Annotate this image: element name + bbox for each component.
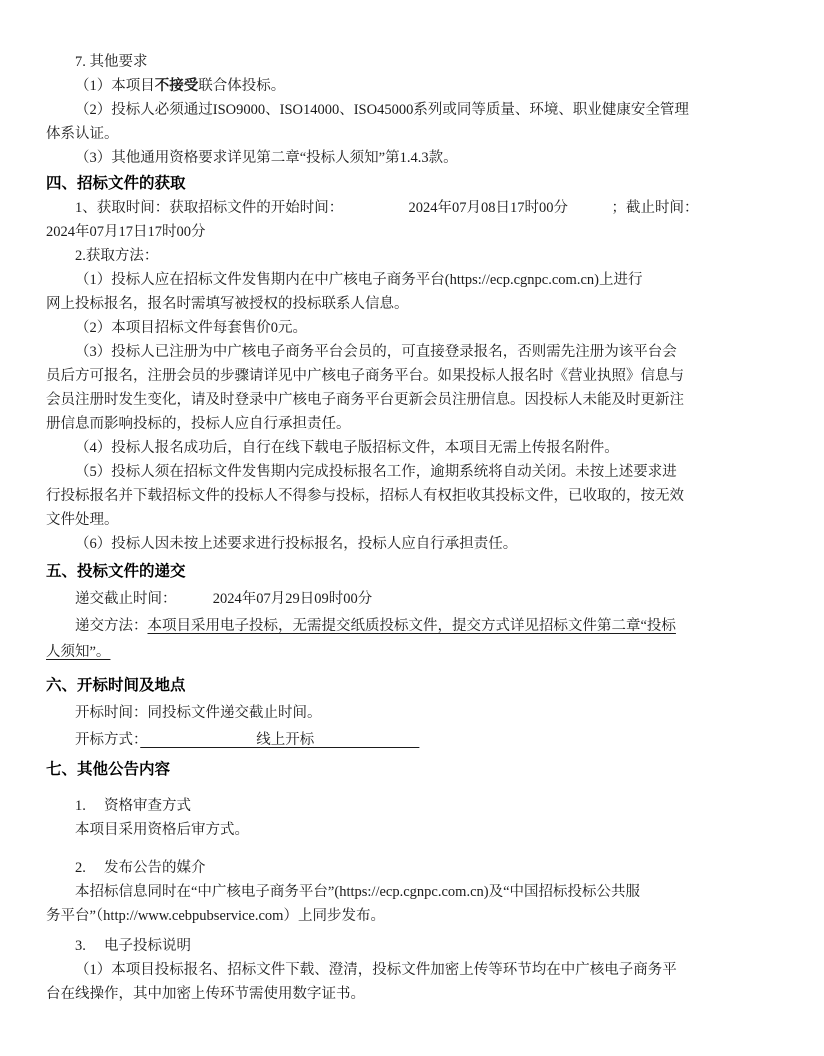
section-heading [46, 172, 784, 196]
text-line [46, 904, 784, 928]
text-line [46, 640, 784, 664]
text-line [46, 122, 784, 146]
text-line [46, 614, 784, 638]
text-run: 联合体投标。 [198, 78, 286, 94]
text-line [46, 587, 784, 611]
text-line [46, 934, 784, 958]
text-run: （1）投标人应在招标文件发售期内在中广核电子商务平台(https://ecp.cgnpc.com.cn)上进行 [75, 272, 643, 288]
text-line [46, 292, 784, 316]
text-run: 2. 发布公告的媒介 [75, 860, 206, 876]
bold-text-run: 不接受 [154, 78, 199, 94]
text-line [46, 436, 784, 460]
text-run: （1）本项目投标报名、招标文件下载、澄清，投标文件加密上传等环节均在中广核电子商务平 [75, 962, 677, 978]
text-run: 1. 资格审查方式 [75, 798, 191, 814]
text-line [46, 982, 784, 1006]
text-run: 体系认证。 [46, 126, 119, 142]
underlined-text-run: 人须知”。 [46, 644, 111, 660]
text-run: 1、获取时间：获取招标文件的开始时间： 2024年07月08日17时00分 ；截止时间： [75, 200, 699, 216]
text-line [46, 532, 784, 556]
text-line [46, 316, 784, 340]
text-run: 四、招标文件的获取 [46, 175, 186, 192]
text-run: 递交方法： [75, 618, 148, 634]
text-line [46, 412, 784, 436]
text-run: 六、开标时间及地点 [46, 677, 186, 694]
text-line [46, 244, 784, 268]
text-line [46, 340, 784, 364]
text-line [46, 818, 784, 842]
text-run: （6）投标人因未按上述要求进行投标报名，投标人应自行承担责任。 [75, 536, 518, 552]
document-content [46, 50, 784, 1006]
text-line [46, 484, 784, 508]
text-run: （2）本项目招标文件每套售价0元。 [75, 320, 307, 336]
text-run: 本招标信息同时在“中广核电子商务平台”(https://ecp.cgnpc.com.cn)及“中国招标投标公共服 [75, 884, 641, 900]
text-line [46, 794, 784, 818]
text-line [46, 268, 784, 292]
text-line [46, 196, 784, 220]
text-run: 本项目采用资格后审方式。 [75, 822, 249, 838]
text-run: 网上投标报名，报名时需填写被授权的投标联系人信息。 [46, 296, 409, 312]
text-run: 2.获取方法： [75, 248, 159, 264]
text-line [46, 508, 784, 532]
text-run: 7. 其他要求 [75, 54, 148, 70]
text-run: 台在线操作，其中加密上传环节需使用数字证书。 [46, 986, 365, 1002]
text-run: （4）投标人报名成功后，自行在线下载电子版招标文件，本项目无需上传报名附件。 [75, 440, 619, 456]
text-line [46, 460, 784, 484]
text-run: 文件处理。 [46, 512, 119, 528]
text-line [46, 364, 784, 388]
underlined-text-run: 本项目采用电子投标，无需提交纸质投标文件，提交方式详见招标文件第二章“投标 [147, 618, 676, 634]
text-line [46, 388, 784, 412]
text-run: 3. 电子投标说明 [75, 938, 191, 954]
text-line [46, 74, 784, 98]
text-run: 会员注册时发生变化，请及时登录中广核电子商务平台更新会员注册信息。因投标人未能及时更新注 [46, 392, 684, 408]
text-run: 七、其他公告内容 [46, 761, 171, 778]
text-line [46, 856, 784, 880]
text-run: （3）其他通用资格要求详见第二章“投标人须知”第1.4.3款。 [75, 150, 458, 166]
section-heading [46, 758, 784, 782]
text-line [46, 220, 784, 244]
text-line [46, 146, 784, 170]
underlined-text-run: 线上开标 [140, 732, 420, 748]
text-run: 递交截止时间： 2024年07月29日09时00分 [75, 591, 373, 607]
section-heading [46, 560, 784, 584]
text-run: （1）本项目 [75, 78, 155, 94]
text-line [46, 50, 784, 74]
text-line [46, 880, 784, 904]
section-heading [46, 674, 784, 698]
text-run: （2）投标人必须通过ISO9000、ISO14000、ISO45000系列或同等质量、环境、职业健康安全管理 [75, 102, 689, 118]
text-run: 行投标报名并下载招标文件的投标人不得参与投标，招标人有权拒收其投标文件，已收取的，按无效 [46, 488, 684, 504]
text-run: 2024年07月17日17时00分 [46, 224, 206, 240]
text-run: 开标方式： [75, 732, 141, 748]
text-run: 开标时间：同投标文件递交截止时间。 [75, 705, 322, 721]
text-run: 务平台”（http://www.cebpubservice.com）上同步发布。 [46, 908, 385, 924]
text-run: 册信息而影响投标的，投标人应自行承担责任。 [46, 416, 351, 432]
text-run: 员后方可报名，注册会员的步骤请详见中广核电子商务平台。如果投标人报名时《营业执照》信息与 [46, 368, 684, 384]
text-line [46, 701, 784, 725]
text-line [46, 98, 784, 122]
text-run: （3）投标人已注册为中广核电子商务平台会员的，可直接登录报名，否则需先注册为该平台会 [75, 344, 677, 360]
text-line [46, 728, 784, 752]
text-run: 五、投标文件的递交 [46, 563, 186, 580]
text-line [46, 958, 784, 982]
text-run: （5）投标人须在招标文件发售期内完成投标报名工作，逾期系统将自动关闭。未按上述要求进 [75, 464, 677, 480]
